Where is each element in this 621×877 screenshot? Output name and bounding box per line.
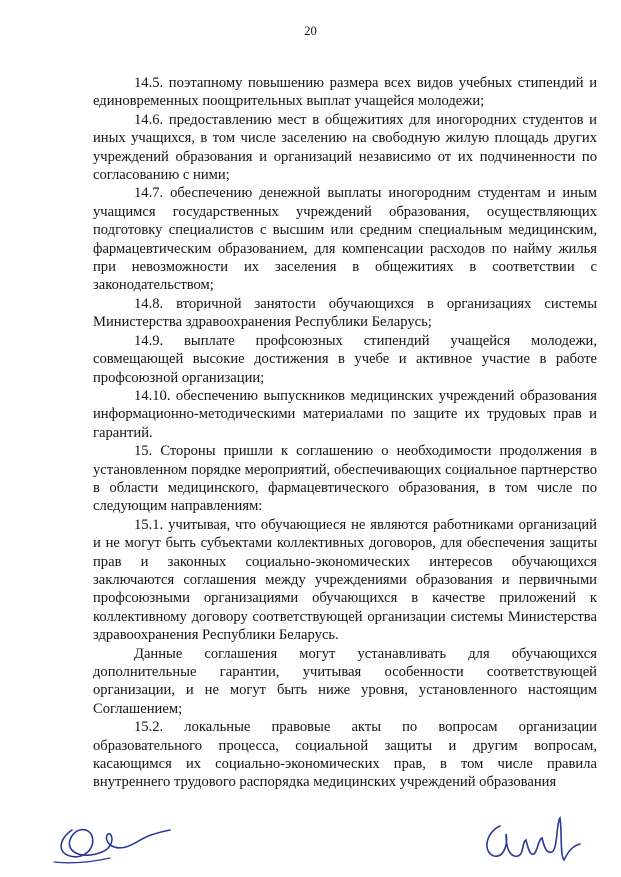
paragraph-15-2: 15.2. локальные правовые акты по вопросам организации образовательного процесса, социальной защиты и другим вопросам, касающимся их социально-экономических прав, в том числе правила внутреннего трудового распорядка медицинских учреждений образования bbox=[93, 719, 597, 791]
signature-left bbox=[52, 808, 182, 868]
paragraph-14-5: 14.5. поэтапному повышению размера всех видов учебных стипендий и единовременных поощрительных выплат учащейся молодежи; bbox=[93, 75, 597, 110]
signature-right bbox=[476, 812, 586, 870]
paragraph-agreements: Данные соглашения могут устанавливать для обучающихся дополнительные гарантии, учитывая особенности соответствующей организации, и не могут быть ниже уровня, установленного настоящим Соглашением; bbox=[93, 645, 597, 717]
paragraph-14-9: 14.9. выплате профсоюзных стипендий учащейся молодежи, совмещающей высокие достижения в учебе и активное участие в работе профсоюзной организации; bbox=[93, 332, 597, 386]
page-number: 20 bbox=[304, 24, 317, 38]
paragraph-14-7: 14.7. обеспечению денежной выплаты иногородним студентам и иным учащимся государственных учреждений образования, осуществляющих подготовку специалистов с высшим или средним специальным медицинским, фармацевтическим образованием, для компенсации расходов по найму жилья при невозможности их заселения в общежитиях в соответствии с законодательством; bbox=[93, 185, 597, 294]
paragraph-15-1: 15.1. учитывая, что обучающиеся не являются работниками организаций и не могут быть субъектами коллективных договоров, для обеспечения защиты прав и законных социально-экономических интересов обучающихся заключаются соглашения между учреждениями образования и первичными профсоюзными организациями обучающихся в качестве приложений к коллективному договору соответствующей организации системы Министерства здравоохранения Республики Беларусь. bbox=[93, 516, 597, 644]
paragraph-14-8: 14.8. вторичной занятости обучающихся в организациях системы Министерства здравоохранения Республики Беларусь; bbox=[93, 295, 597, 331]
paragraph-15: 15. Стороны пришли к соглашению о необходимости продолжения в установленном порядке мероприятий, обеспечивающих социальное партнерство в области медицинского, фармацевтического образования, в том числе по следующим направлениям: bbox=[93, 443, 597, 515]
paragraph-14-6: 14.6. предоставлению мест в общежитиях для иногородних студентов и иных учащихся, в том числе заселению на свободную жилую площадь других учреждений образования и организаций независимо от их подчиненности по согласованию с ними; bbox=[93, 111, 597, 184]
paragraph-14-10: 14.10. обеспечению выпускников медицинских учреждений образования информационно-методическими материалами по защите их трудовых прав и гарантий. bbox=[93, 387, 597, 441]
document-body bbox=[93, 74, 597, 792]
